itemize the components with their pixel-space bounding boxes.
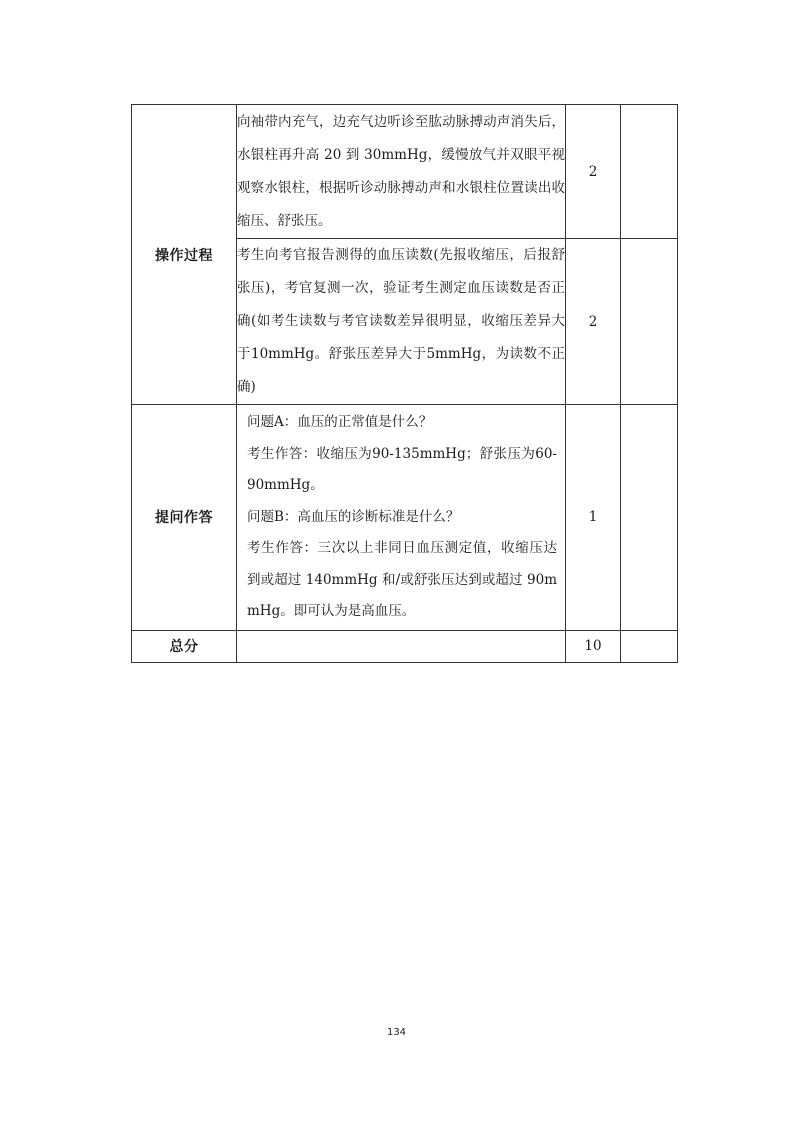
table-row <box>132 105 678 239</box>
item-label-total: 总分 <box>132 630 237 662</box>
page-number: 134 <box>386 1027 407 1038</box>
content-cell-report-verification: 考生向考官报告测得的血压读数(先报收缩压，后报舒张压)，考官复测一次，验证考生测定血压读数是否正确(如考生读数与考官读数差异很明显，收缩压差异大于10mmHg。舒张压差异大于5mmHg，为读数不正确) <box>237 239 566 405</box>
blank-cell <box>621 630 678 662</box>
item-label-question-answer: 提问作答 <box>132 405 237 631</box>
question-b: 问题B：高血压的诊断标准是什么？ <box>247 508 460 525</box>
question-a: 问题A：血压的正常值是什么？ <box>247 414 433 430</box>
content-cell-question-answer <box>237 405 566 631</box>
blank-cell <box>621 405 678 631</box>
table-row <box>132 405 678 631</box>
blank-cell <box>621 105 678 239</box>
score-cell: 1 <box>566 405 621 631</box>
scoring-table <box>131 104 678 663</box>
score-cell: 2 <box>566 239 621 405</box>
answer-b: 考生作答：三次以上非同日血压测定值，收缩压达到或超过 140mmHg 和/或舒张压达到或超过 90mmHg。即可认为是高血压。 <box>247 540 557 619</box>
table-row <box>132 630 678 662</box>
content-cell-inflation-reading: 向袖带内充气，边充气边听诊至肱动脉搏动声消失后，水银柱再升高 20 到 30mmHg，缓慢放气并双眼平视观察水银柱，根据听诊动脉搏动声和水银柱位置读出收缩压、舒张压。 <box>237 105 566 239</box>
item-label-operation-process: 操作过程 <box>132 105 237 405</box>
answer-a: 考生作答：收缩压为90-135mmHg；舒张压为60-90mmHg。 <box>247 445 557 493</box>
content-cell-total <box>237 630 566 662</box>
total-score-cell: 10 <box>566 630 621 662</box>
score-cell: 2 <box>566 105 621 239</box>
blank-cell <box>621 239 678 405</box>
